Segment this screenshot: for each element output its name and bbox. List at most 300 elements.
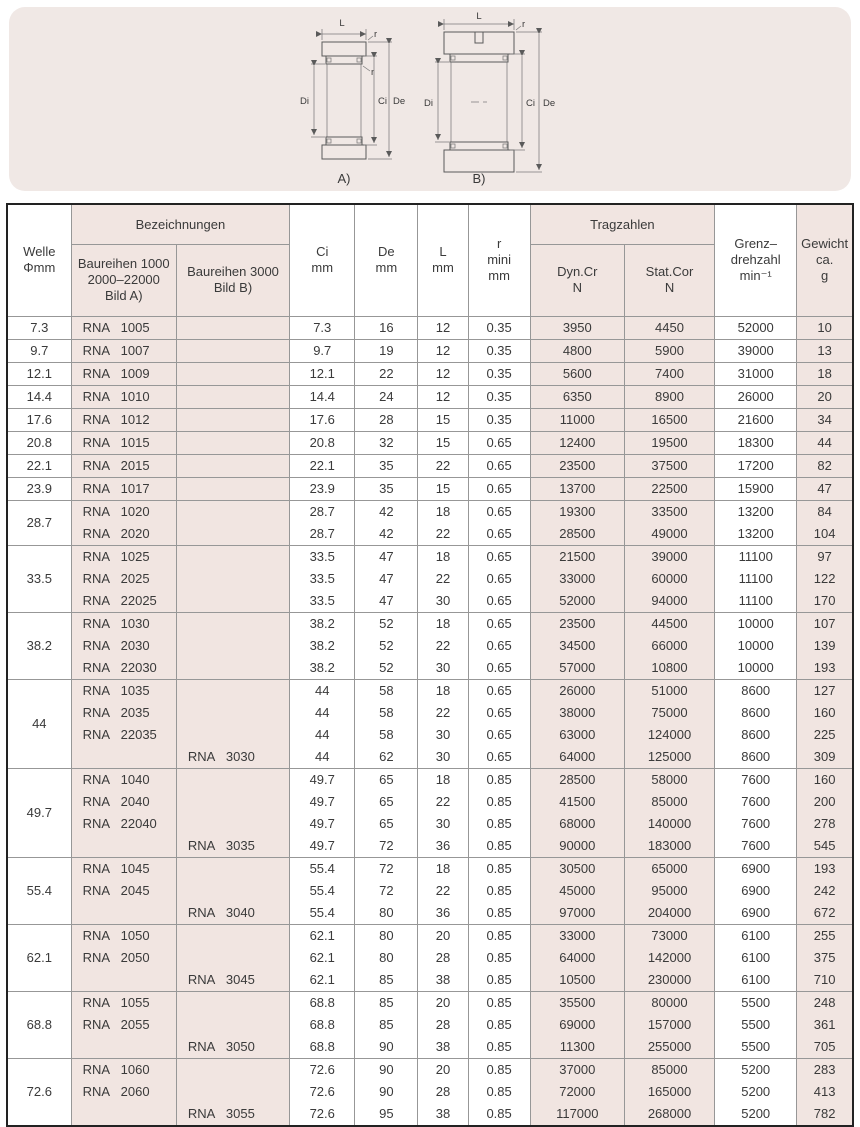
cell-r-mini: 0.65 — [468, 590, 530, 613]
cell-l: 22 — [418, 702, 468, 724]
table-row — [7, 657, 853, 680]
cell-dyn-cr: 28500 — [530, 768, 624, 791]
cell-l: 20 — [418, 924, 468, 947]
cell-designation-a — [71, 590, 176, 613]
cell-designation-b — [176, 431, 289, 454]
cell-de: 72 — [355, 880, 418, 902]
table-row — [7, 813, 853, 835]
designation-number: 22025 — [120, 592, 157, 608]
cell-r-mini: 0.65 — [468, 657, 530, 680]
cell-designation-a — [71, 500, 176, 523]
table-row — [7, 568, 853, 590]
dim-label-r1-a: r — [374, 29, 378, 40]
cell-grenzdrehzahl: 31000 — [715, 362, 797, 385]
designation-number: 3055 — [225, 1105, 255, 1121]
cell-l: 22 — [418, 454, 468, 477]
header-l — [418, 204, 468, 316]
table-row — [7, 991, 853, 1014]
designation-number: 3030 — [225, 748, 255, 764]
cell-dyn-cr: 64000 — [530, 947, 624, 969]
cell-r-mini: 0.85 — [468, 969, 530, 992]
cell-designation-a — [71, 568, 176, 590]
cell-designation-b — [176, 991, 289, 1014]
designation-prefix: RNA — [82, 815, 111, 831]
designation-prefix: RNA — [82, 793, 111, 809]
header-grenzdrehzahl — [715, 204, 797, 316]
cell-l: 38 — [418, 1036, 468, 1059]
designation-prefix: RNA — [82, 457, 111, 473]
cell-designation-b — [176, 679, 289, 702]
designation-number: 2040 — [120, 793, 150, 809]
designation-prefix: RNA — [82, 682, 111, 698]
cell-de: 16 — [355, 316, 418, 339]
cell-ci: 62.1 — [290, 947, 355, 969]
cell-dyn-cr: 11300 — [530, 1036, 624, 1059]
table-row — [7, 545, 853, 568]
cell-ci: 72.6 — [290, 1058, 355, 1081]
cell-designation-a — [71, 1103, 176, 1126]
designation-number: 2050 — [120, 949, 150, 965]
cell-r-mini: 0.65 — [468, 568, 530, 590]
cell-l: 20 — [418, 991, 468, 1014]
cell-dyn-cr: 63000 — [530, 724, 624, 746]
cell-dyn-cr: 30500 — [530, 857, 624, 880]
designation-prefix: RNA — [82, 927, 111, 943]
cell-designation-b — [176, 924, 289, 947]
cell-designation-a — [71, 1014, 176, 1036]
cell-gewicht: 104 — [797, 523, 853, 546]
cell-stat-cor: 157000 — [624, 1014, 714, 1036]
cell-stat-cor: 44500 — [624, 612, 714, 635]
cell-welle: 14.4 — [7, 385, 71, 408]
cell-l: 28 — [418, 1081, 468, 1103]
cell-grenzdrehzahl: 13200 — [715, 523, 797, 546]
designation-number: 22030 — [120, 659, 157, 675]
cell-de: 24 — [355, 385, 418, 408]
table-body — [7, 316, 853, 1126]
table-row — [7, 590, 853, 613]
designation-number: 2020 — [120, 525, 150, 541]
designation-prefix: RNA — [82, 548, 111, 564]
cell-ci: 44 — [290, 724, 355, 746]
cell-grenzdrehzahl: 7600 — [715, 791, 797, 813]
cell-de: 42 — [355, 500, 418, 523]
cell-stat-cor: 94000 — [624, 590, 714, 613]
cell-r-mini: 0.85 — [468, 813, 530, 835]
header-bezeichnungen: Bezeichnungen — [71, 204, 290, 244]
cell-designation-a — [71, 454, 176, 477]
cell-designation-a — [71, 969, 176, 992]
cell-dyn-cr: 33000 — [530, 924, 624, 947]
cell-designation-b — [176, 568, 289, 590]
cell-r-mini: 0.35 — [468, 385, 530, 408]
designation-prefix: RNA — [82, 480, 111, 496]
cell-dyn-cr: 41500 — [530, 791, 624, 813]
dim-label-ci-b: Ci — [526, 98, 535, 109]
table-row — [7, 316, 853, 339]
cell-dyn-cr: 90000 — [530, 835, 624, 858]
cell-gewicht: 97 — [797, 545, 853, 568]
designation-prefix: RNA — [82, 1061, 111, 1077]
designation-prefix: RNA — [187, 904, 216, 920]
cell-l: 18 — [418, 545, 468, 568]
cell-ci: 28.7 — [290, 523, 355, 546]
cell-de: 52 — [355, 612, 418, 635]
cell-designation-a — [71, 746, 176, 769]
cell-stat-cor: 183000 — [624, 835, 714, 858]
cell-grenzdrehzahl: 7600 — [715, 768, 797, 791]
cell-dyn-cr: 19300 — [530, 500, 624, 523]
cell-dyn-cr: 69000 — [530, 1014, 624, 1036]
header-stat-label: Stat.Cor — [645, 264, 694, 279]
cell-grenzdrehzahl: 17200 — [715, 454, 797, 477]
cell-welle: 9.7 — [7, 339, 71, 362]
cell-grenzdrehzahl: 6100 — [715, 924, 797, 947]
diagram-b-caption: B) — [472, 171, 486, 186]
cell-gewicht: 18 — [797, 362, 853, 385]
header-grenz-unit: min⁻¹ — [739, 268, 772, 284]
cell-stat-cor: 268000 — [624, 1103, 714, 1126]
cell-grenzdrehzahl: 39000 — [715, 339, 797, 362]
cell-dyn-cr: 5600 — [530, 362, 624, 385]
cell-designation-b — [176, 1081, 289, 1103]
cell-ci: 23.9 — [290, 477, 355, 500]
cell-de: 80 — [355, 924, 418, 947]
cell-dyn-cr: 72000 — [530, 1081, 624, 1103]
cell-stat-cor: 140000 — [624, 813, 714, 835]
designation-number: 1055 — [120, 994, 150, 1010]
cell-r-mini: 0.85 — [468, 1103, 530, 1126]
header-stat-cor — [624, 244, 714, 316]
cell-l: 28 — [418, 1014, 468, 1036]
cell-dyn-cr: 6350 — [530, 385, 624, 408]
cell-de: 85 — [355, 991, 418, 1014]
designation-number: 1040 — [120, 771, 150, 787]
cell-grenzdrehzahl: 7600 — [715, 813, 797, 835]
cell-designation-a — [71, 902, 176, 925]
table-row — [7, 431, 853, 454]
table-row — [7, 1014, 853, 1036]
cell-ci: 68.8 — [290, 1036, 355, 1059]
cell-grenzdrehzahl: 5500 — [715, 991, 797, 1014]
table-row — [7, 1036, 853, 1059]
cell-gewicht: 375 — [797, 947, 853, 969]
cell-dyn-cr: 64000 — [530, 746, 624, 769]
cell-r-mini: 0.65 — [468, 500, 530, 523]
cell-de: 47 — [355, 590, 418, 613]
table-row — [7, 339, 853, 362]
cell-gewicht: 710 — [797, 969, 853, 992]
table-row — [7, 768, 853, 791]
diagram-a — [300, 18, 405, 186]
cell-gewicht: 20 — [797, 385, 853, 408]
header-r-mini-label: mini — [487, 252, 512, 268]
cell-designation-a — [71, 947, 176, 969]
cell-gewicht: 255 — [797, 924, 853, 947]
cell-designation-b — [176, 746, 289, 769]
header-dyn-cr — [530, 244, 624, 316]
designation-prefix: RNA — [82, 503, 111, 519]
cell-gewicht: 361 — [797, 1014, 853, 1036]
cell-stat-cor: 75000 — [624, 702, 714, 724]
cell-gewicht: 84 — [797, 500, 853, 523]
table-row — [7, 724, 853, 746]
cell-ci: 38.2 — [290, 657, 355, 680]
cell-dyn-cr: 26000 — [530, 679, 624, 702]
header-baureihen-b-line2: Bild B) — [213, 280, 253, 295]
cell-designation-a — [71, 545, 176, 568]
header-baureihen-a-line3: Bild A) — [104, 288, 143, 303]
header-r-unit: mm — [488, 268, 510, 284]
cell-r-mini: 0.85 — [468, 768, 530, 791]
cell-stat-cor: 85000 — [624, 791, 714, 813]
cell-welle: 49.7 — [7, 768, 71, 857]
cell-r-mini: 0.65 — [468, 612, 530, 635]
cell-designation-b — [176, 362, 289, 385]
cell-designation-a — [71, 385, 176, 408]
designation-prefix: RNA — [82, 592, 111, 608]
cell-designation-a — [71, 316, 176, 339]
cell-designation-b — [176, 835, 289, 858]
designation-number: 22035 — [120, 726, 157, 742]
header-baureihen-1000 — [71, 244, 176, 316]
cell-grenzdrehzahl: 10000 — [715, 635, 797, 657]
designation-prefix: RNA — [187, 837, 216, 853]
cell-l: 18 — [418, 768, 468, 791]
cell-gewicht: 44 — [797, 431, 853, 454]
header-grenz-line1: Grenz– — [734, 236, 778, 252]
designation-prefix: RNA — [187, 748, 216, 764]
cell-de: 85 — [355, 969, 418, 992]
cell-r-mini: 0.85 — [468, 1081, 530, 1103]
cell-r-mini: 0.65 — [468, 545, 530, 568]
cell-designation-b — [176, 545, 289, 568]
cell-designation-b — [176, 408, 289, 431]
cell-designation-b — [176, 523, 289, 546]
cell-ci: 44 — [290, 746, 355, 769]
cell-de: 65 — [355, 791, 418, 813]
designation-number: 1009 — [120, 365, 150, 381]
cell-ci: 44 — [290, 702, 355, 724]
header-welle-unit: Φmm — [23, 260, 56, 276]
cell-dyn-cr: 10500 — [530, 969, 624, 992]
designation-number: 1035 — [120, 682, 150, 698]
cell-stat-cor: 60000 — [624, 568, 714, 590]
cell-gewicht: 278 — [797, 813, 853, 835]
cell-dyn-cr: 33000 — [530, 568, 624, 590]
designation-number: 1025 — [120, 548, 150, 564]
cell-l: 18 — [418, 500, 468, 523]
cell-de: 65 — [355, 813, 418, 835]
header-gewicht-unit: g — [821, 268, 829, 284]
dim-label-l-a: L — [339, 18, 345, 29]
cell-dyn-cr: 4800 — [530, 339, 624, 362]
cell-r-mini: 0.65 — [468, 477, 530, 500]
table-row — [7, 791, 853, 813]
cell-stat-cor: 65000 — [624, 857, 714, 880]
cell-designation-a — [71, 1081, 176, 1103]
cell-grenzdrehzahl: 8600 — [715, 702, 797, 724]
cell-stat-cor: 7400 — [624, 362, 714, 385]
designation-number: 1017 — [120, 480, 150, 496]
cell-l: 30 — [418, 724, 468, 746]
cell-designation-a — [71, 880, 176, 902]
cell-r-mini: 0.85 — [468, 880, 530, 902]
cell-l: 30 — [418, 590, 468, 613]
cell-gewicht: 193 — [797, 857, 853, 880]
dim-label-di-a: Di — [300, 96, 309, 107]
cell-ci: 49.7 — [290, 768, 355, 791]
cell-dyn-cr: 3950 — [530, 316, 624, 339]
header-l-unit: mm — [432, 260, 454, 276]
cell-r-mini: 0.65 — [468, 635, 530, 657]
cell-gewicht: 413 — [797, 1081, 853, 1103]
cell-ci: 33.5 — [290, 568, 355, 590]
cell-stat-cor: 37500 — [624, 454, 714, 477]
designation-number: 2025 — [120, 570, 150, 586]
cell-ci: 22.1 — [290, 454, 355, 477]
cell-r-mini: 0.85 — [468, 1058, 530, 1081]
designation-number: 3040 — [225, 904, 255, 920]
cell-l: 22 — [418, 568, 468, 590]
cell-welle: 44 — [7, 679, 71, 768]
cell-designation-b — [176, 902, 289, 925]
designation-number: 1060 — [120, 1061, 150, 1077]
table-row — [7, 385, 853, 408]
cell-designation-b — [176, 969, 289, 992]
cell-ci: 72.6 — [290, 1081, 355, 1103]
cell-designation-b — [176, 500, 289, 523]
cell-de: 85 — [355, 1014, 418, 1036]
designation-number: 2035 — [120, 704, 150, 720]
designation-prefix: RNA — [187, 1038, 216, 1054]
header-dyn-unit: N — [572, 280, 582, 295]
cell-gewicht: 82 — [797, 454, 853, 477]
cell-grenzdrehzahl: 10000 — [715, 657, 797, 680]
cell-ci: 62.1 — [290, 969, 355, 992]
cell-grenzdrehzahl: 6900 — [715, 857, 797, 880]
cell-gewicht: 545 — [797, 835, 853, 858]
cell-stat-cor: 51000 — [624, 679, 714, 702]
cell-de: 22 — [355, 362, 418, 385]
cell-welle: 7.3 — [7, 316, 71, 339]
table-row — [7, 924, 853, 947]
cell-designation-b — [176, 857, 289, 880]
designation-prefix: RNA — [82, 570, 111, 586]
cell-ci: 62.1 — [290, 924, 355, 947]
designation-prefix: RNA — [82, 659, 111, 675]
cell-designation-a — [71, 362, 176, 385]
cell-stat-cor: 165000 — [624, 1081, 714, 1103]
designation-prefix: RNA — [82, 1083, 111, 1099]
cell-designation-b — [176, 316, 289, 339]
cell-gewicht: 672 — [797, 902, 853, 925]
cell-stat-cor: 80000 — [624, 991, 714, 1014]
cell-designation-a — [71, 1058, 176, 1081]
cell-de: 62 — [355, 746, 418, 769]
cell-designation-b — [176, 1014, 289, 1036]
cell-gewicht: 193 — [797, 657, 853, 680]
cell-grenzdrehzahl: 18300 — [715, 431, 797, 454]
cell-ci: 17.6 — [290, 408, 355, 431]
cell-designation-b — [176, 702, 289, 724]
cell-ci: 7.3 — [290, 316, 355, 339]
cell-de: 65 — [355, 768, 418, 791]
designation-prefix: RNA — [82, 704, 111, 720]
cell-designation-a — [71, 724, 176, 746]
cell-grenzdrehzahl: 5200 — [715, 1081, 797, 1103]
designation-number: 1030 — [120, 615, 150, 631]
cell-designation-a — [71, 1036, 176, 1059]
cell-welle: 17.6 — [7, 408, 71, 431]
header-de — [355, 204, 418, 316]
dim-label-de-b: De — [543, 98, 556, 109]
cell-ci: 12.1 — [290, 362, 355, 385]
cell-designation-a — [71, 679, 176, 702]
designation-prefix: RNA — [82, 994, 111, 1010]
cell-l: 15 — [418, 477, 468, 500]
cell-gewicht: 242 — [797, 880, 853, 902]
cell-stat-cor: 58000 — [624, 768, 714, 791]
designation-prefix: RNA — [82, 615, 111, 631]
cell-designation-b — [176, 880, 289, 902]
cell-r-mini: 0.85 — [468, 857, 530, 880]
cell-gewicht: 200 — [797, 791, 853, 813]
cell-l: 18 — [418, 612, 468, 635]
designation-prefix: RNA — [82, 637, 111, 653]
header-stat-unit: N — [664, 280, 675, 295]
cell-grenzdrehzahl: 11100 — [715, 545, 797, 568]
cell-ci: 44 — [290, 679, 355, 702]
table-row — [7, 1103, 853, 1126]
designation-number: 2030 — [120, 637, 150, 653]
cell-grenzdrehzahl: 15900 — [715, 477, 797, 500]
cell-designation-a — [71, 768, 176, 791]
cell-welle: 68.8 — [7, 991, 71, 1058]
cell-gewicht: 248 — [797, 991, 853, 1014]
header-welle — [7, 204, 71, 316]
cell-grenzdrehzahl: 6900 — [715, 902, 797, 925]
cell-welle: 20.8 — [7, 431, 71, 454]
cell-dyn-cr: 21500 — [530, 545, 624, 568]
cell-ci: 33.5 — [290, 545, 355, 568]
cell-ci: 28.7 — [290, 500, 355, 523]
dim-label-r2-a: r — [371, 67, 375, 78]
cell-grenzdrehzahl: 5500 — [715, 1036, 797, 1059]
cell-designation-b — [176, 612, 289, 635]
cell-de: 72 — [355, 835, 418, 858]
cell-designation-b — [176, 947, 289, 969]
cell-grenzdrehzahl: 5200 — [715, 1058, 797, 1081]
cell-dyn-cr: 57000 — [530, 657, 624, 680]
cell-gewicht: 283 — [797, 1058, 853, 1081]
cell-dyn-cr: 97000 — [530, 902, 624, 925]
header-gewicht-line1: Gewicht — [801, 236, 849, 252]
designation-number: 2060 — [120, 1083, 150, 1099]
cell-gewicht: 10 — [797, 316, 853, 339]
cell-de: 47 — [355, 545, 418, 568]
cell-r-mini: 0.85 — [468, 1036, 530, 1059]
cell-de: 58 — [355, 679, 418, 702]
cell-designation-a — [71, 702, 176, 724]
cell-designation-b — [176, 657, 289, 680]
designation-number: 2015 — [120, 457, 150, 473]
cell-ci: 49.7 — [290, 791, 355, 813]
header-tragzahlen: Tragzahlen — [530, 204, 714, 244]
cell-welle: 33.5 — [7, 545, 71, 612]
header-baureihen-b-line1: Baureihen 3000 — [187, 264, 279, 279]
bearing-table — [6, 203, 854, 1127]
